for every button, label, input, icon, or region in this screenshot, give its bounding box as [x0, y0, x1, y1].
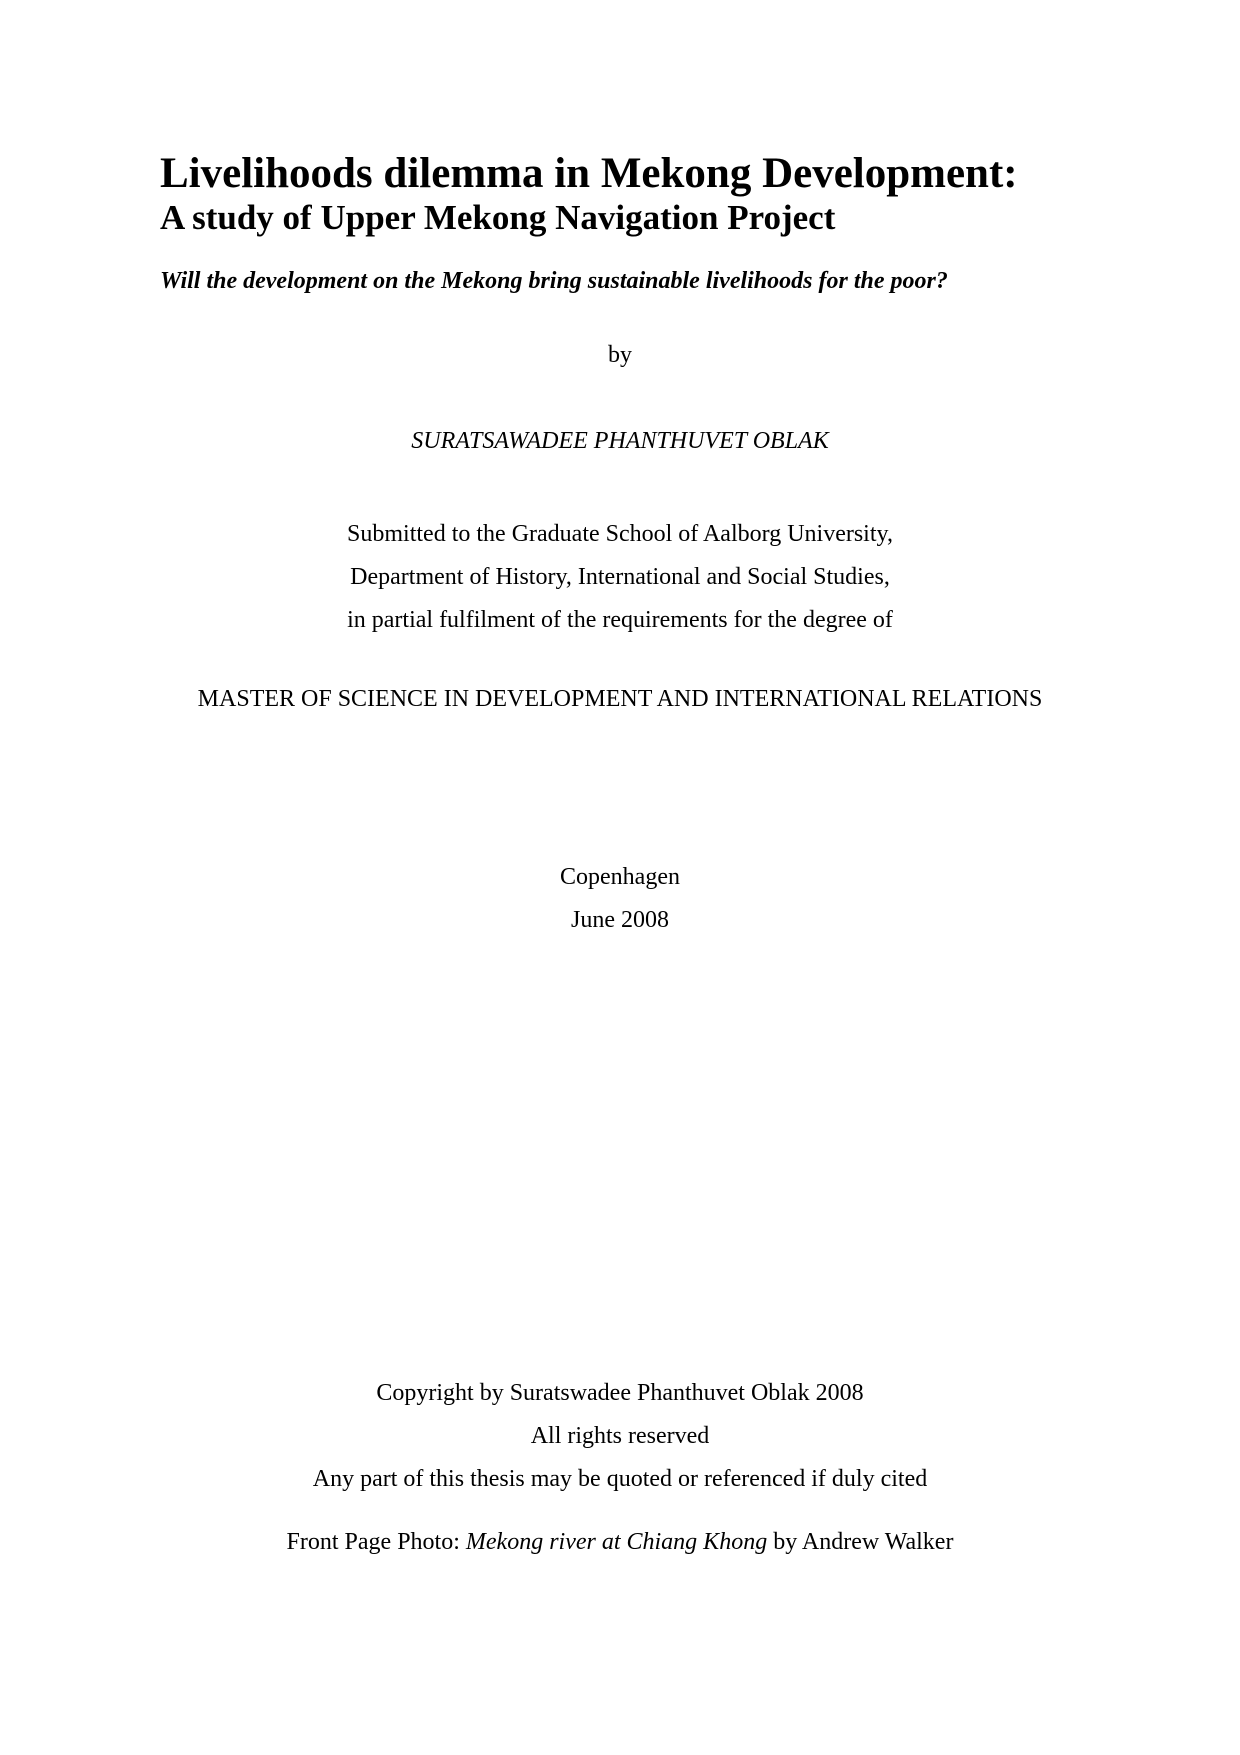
author-name: SURATSAWADEE PHANTHUVET OBLAK: [411, 428, 829, 454]
date: June 2008: [571, 907, 669, 933]
thesis-subtitle: Will the development on the Mekong bring sustainable livelihoods for the poor?: [160, 268, 948, 294]
submission-statement: [0, 513, 1240, 642]
submission-line-3: in partial fulfilment of the requirements for the degree of: [347, 607, 893, 633]
copyright-line-1: Copyright by Suratswadee Phanthuvet Oblak 2008: [376, 1380, 864, 1406]
place: Copenhagen: [560, 864, 680, 890]
degree-name: MASTER OF SCIENCE IN DEVELOPMENT AND INTERNATIONAL RELATIONS: [197, 686, 1043, 712]
photo-credit-suffix: by Andrew Walker: [773, 1529, 954, 1555]
submission-line-1: Submitted to the Graduate School of Aalborg University,: [347, 521, 893, 547]
photo-credit: [0, 1529, 1240, 1556]
photo-credit-prefix: Front Page Photo:: [286, 1529, 460, 1555]
copyright-line-2: All rights reserved: [530, 1423, 710, 1449]
thesis-title-line-1: Livelihoods dilemma in Mekong Development:: [160, 150, 1018, 197]
by-label: by: [608, 342, 632, 368]
copyright-notice: [0, 1372, 1240, 1501]
submission-line-2: Department of History, International and Social Studies,: [350, 564, 890, 590]
copyright-line-3: Any part of this thesis may be quoted or referenced if duly cited: [312, 1466, 928, 1492]
thesis-title-line-2: A study of Upper Mekong Navigation Project: [160, 198, 836, 238]
photo-credit-title: Mekong river at Chiang Khong: [465, 1529, 768, 1555]
place-and-date: [0, 856, 1240, 942]
thesis-title: [160, 150, 1018, 237]
